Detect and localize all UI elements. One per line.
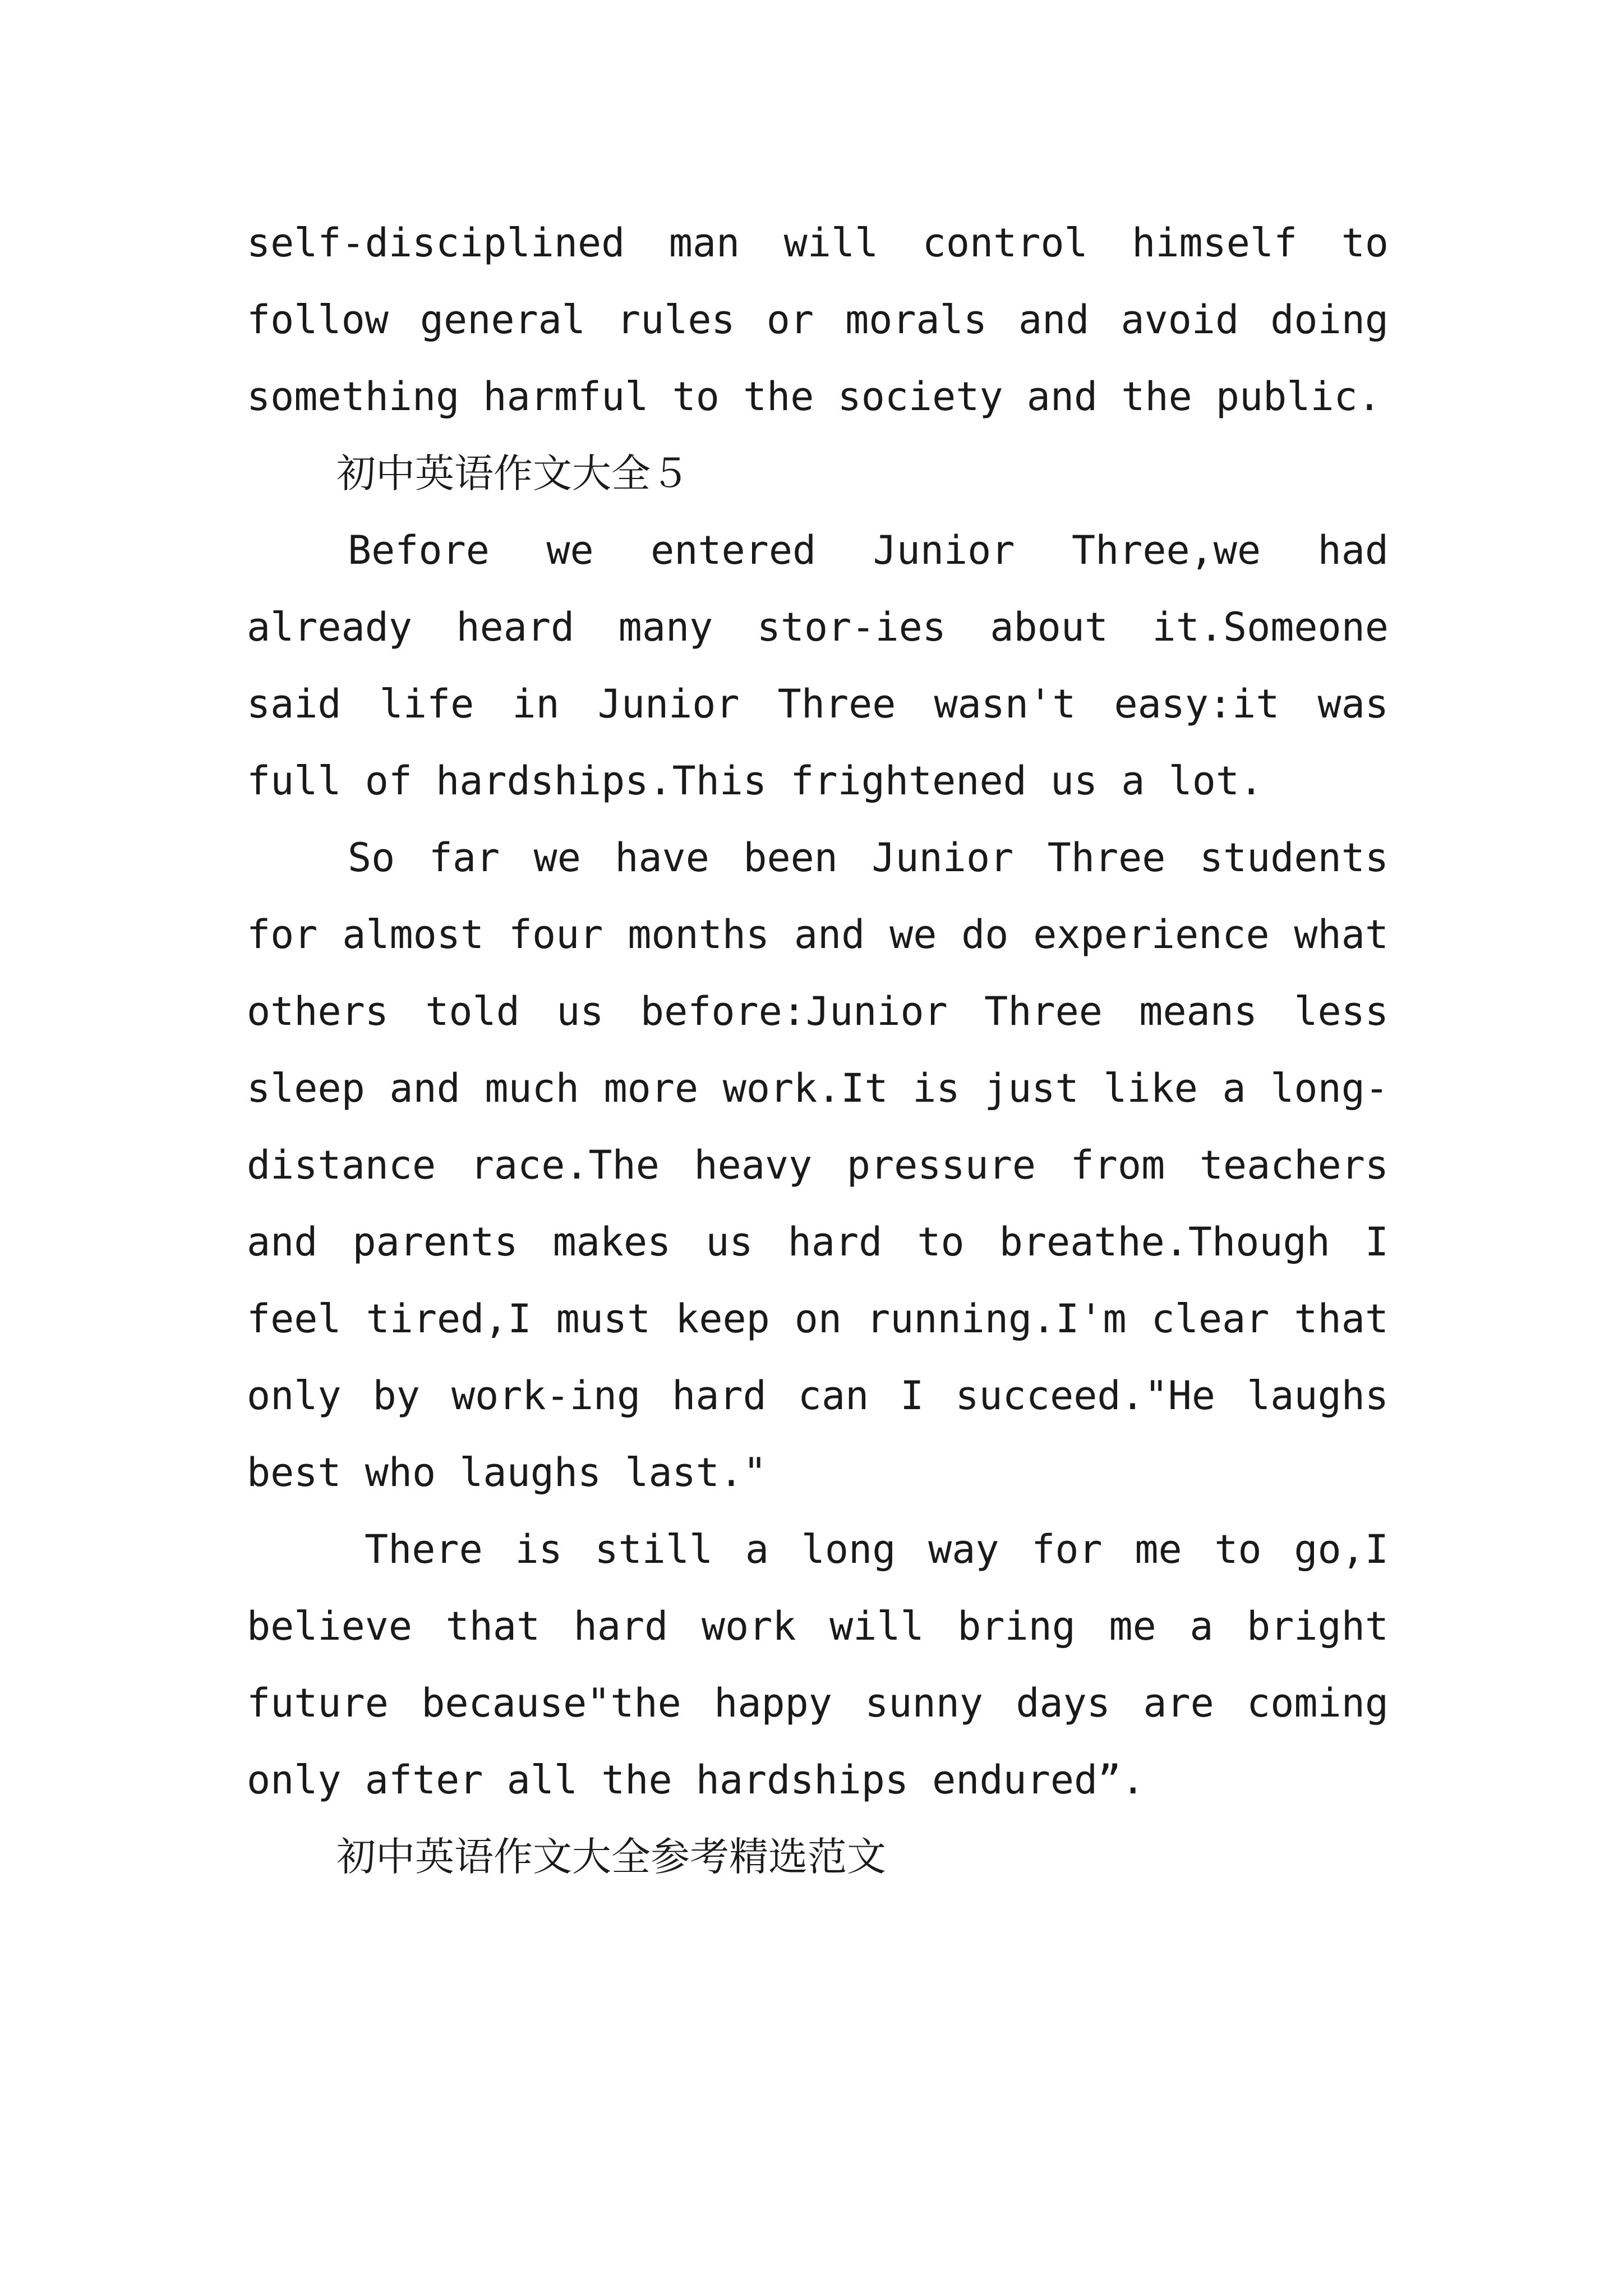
- paragraph-self-disciplined: self-disciplined man will control himself to follow general rules or morals and avoid doing something harmful to the society and the public.: [247, 220, 1389, 420]
- section-heading-essay-5: 初中英语作文大全５: [336, 450, 690, 496]
- paragraph-long-way: There is still a long way for me to go,I believe that hard work will bring me a bright future because"the happy sunny days are coming only after all the hardships endured”.: [247, 1526, 1389, 1803]
- document-body: [247, 205, 1389, 1895]
- paragraph-so-far: So far we have been Junior Three students for almost four months and we do experience what others told us before:Junior Three means less sleep and much more work.It is just like a long-distance race.The heavy pressure from teachers and parents makes us hard to breathe.Though I feel tired,I must keep on running.I'm clear that only by work-ing hard can I succeed."He laughs best who laughs last.": [247, 835, 1389, 1496]
- section-heading-reference-essays: 初中英语作文大全参考精选范文: [336, 1834, 886, 1880]
- paragraph-before-junior-three: Before we entered Junior Three,we had already heard many stor-ies about it.Someone said life in Junior Three wasn't easy:it was full of hardships.This frightened us a lot.: [247, 527, 1389, 804]
